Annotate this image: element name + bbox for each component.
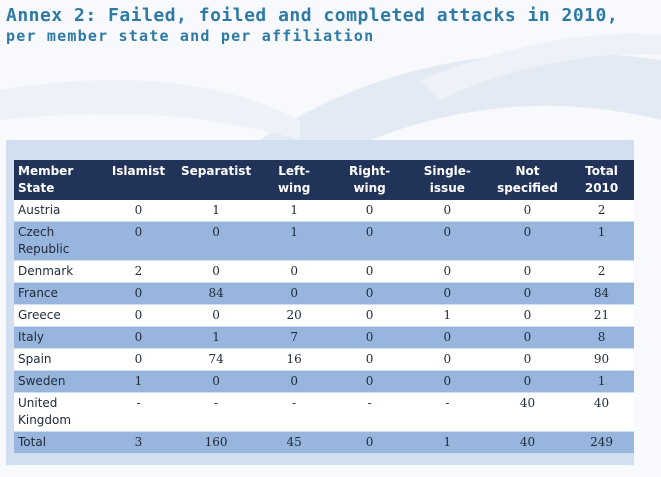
cell-separatist: 84 [174, 283, 258, 305]
cell-right-wing: - [330, 393, 409, 432]
cell-left-wing: - [258, 393, 330, 432]
cell-left-wing: 7 [258, 327, 330, 349]
cell-islamist: 0 [103, 200, 174, 222]
row-state: Italy [14, 327, 103, 349]
cell-not-specified: 0 [486, 305, 569, 327]
cell-islamist: 0 [103, 305, 174, 327]
table-row [14, 305, 634, 327]
total-total-2010: 249 [569, 432, 634, 454]
header-separatist: Separatist [174, 160, 258, 200]
header-member-state: Member State [14, 160, 103, 200]
cell-single-issue: 0 [409, 371, 486, 393]
total-separatist: 160 [174, 432, 258, 454]
cell-separatist: 0 [174, 371, 258, 393]
cell-separatist: 74 [174, 349, 258, 371]
cell-islamist: 1 [103, 371, 174, 393]
cell-islamist: 2 [103, 261, 174, 283]
row-state: Greece [14, 305, 103, 327]
cell-single-issue: 1 [409, 305, 486, 327]
cell-separatist: 0 [174, 305, 258, 327]
title-line-2: per member state and per affiliation [6, 27, 375, 45]
header-single-issue: Single- issue [409, 160, 486, 200]
row-state: Sweden [14, 371, 103, 393]
table-row [14, 393, 634, 432]
cell-islamist: 0 [103, 222, 174, 261]
cell-total: 1 [569, 222, 634, 261]
cell-total: 84 [569, 283, 634, 305]
cell-separatist: 1 [174, 200, 258, 222]
cell-total: 40 [569, 393, 634, 432]
table-row [14, 371, 634, 393]
header-right-wing: Right- wing [330, 160, 409, 200]
total-left-wing: 45 [258, 432, 330, 454]
cell-single-issue: 0 [409, 222, 486, 261]
header-islamist: Islamist [103, 160, 174, 200]
total-single-issue: 1 [409, 432, 486, 454]
cell-single-issue: 0 [409, 327, 486, 349]
cell-not-specified: 0 [486, 327, 569, 349]
cell-left-wing: 16 [258, 349, 330, 371]
cell-single-issue: - [409, 393, 486, 432]
cell-not-specified: 0 [486, 222, 569, 261]
row-state: United Kingdom [14, 393, 103, 432]
header-total-2010: Total 2010 [569, 160, 634, 200]
cell-left-wing: 1 [258, 222, 330, 261]
cell-separatist: 0 [174, 261, 258, 283]
total-label: Total [14, 432, 103, 454]
row-state: Czech Republic [14, 222, 103, 261]
cell-left-wing: 1 [258, 200, 330, 222]
cell-total: 2 [569, 261, 634, 283]
cell-total: 2 [569, 200, 634, 222]
cell-left-wing: 0 [258, 261, 330, 283]
cell-not-specified: 0 [486, 200, 569, 222]
cell-left-wing: 0 [258, 283, 330, 305]
page-title [6, 6, 656, 46]
cell-single-issue: 0 [409, 200, 486, 222]
cell-not-specified: 40 [486, 393, 569, 432]
cell-left-wing: 0 [258, 371, 330, 393]
table-header-row [14, 160, 634, 200]
table-row [14, 261, 634, 283]
table-total-row [14, 432, 634, 454]
table-row [14, 222, 634, 261]
table-row [14, 327, 634, 349]
cell-total: 8 [569, 327, 634, 349]
attacks-table [14, 160, 634, 454]
cell-right-wing: 0 [330, 200, 409, 222]
row-state: France [14, 283, 103, 305]
cell-islamist: - [103, 393, 174, 432]
cell-islamist: 0 [103, 327, 174, 349]
cell-separatist: - [174, 393, 258, 432]
title-line-1: Annex 2: Failed, foiled and completed attacks in 2010, [6, 5, 619, 26]
cell-total: 90 [569, 349, 634, 371]
cell-single-issue: 0 [409, 283, 486, 305]
cell-total: 1 [569, 371, 634, 393]
cell-right-wing: 0 [330, 222, 409, 261]
total-not-specified: 40 [486, 432, 569, 454]
cell-separatist: 0 [174, 222, 258, 261]
cell-single-issue: 0 [409, 349, 486, 371]
cell-not-specified: 0 [486, 283, 569, 305]
cell-right-wing: 0 [330, 261, 409, 283]
total-right-wing: 0 [330, 432, 409, 454]
cell-total: 21 [569, 305, 634, 327]
row-state: Austria [14, 200, 103, 222]
header-not-specified: Not specified [486, 160, 569, 200]
row-state: Denmark [14, 261, 103, 283]
total-islamist: 3 [103, 432, 174, 454]
cell-right-wing: 0 [330, 327, 409, 349]
row-state: Spain [14, 349, 103, 371]
cell-single-issue: 0 [409, 261, 486, 283]
cell-right-wing: 0 [330, 349, 409, 371]
cell-islamist: 0 [103, 283, 174, 305]
cell-not-specified: 0 [486, 349, 569, 371]
cell-right-wing: 0 [330, 283, 409, 305]
cell-separatist: 1 [174, 327, 258, 349]
cell-islamist: 0 [103, 349, 174, 371]
cell-not-specified: 0 [486, 261, 569, 283]
table-row [14, 283, 634, 305]
header-left-wing: Left- wing [258, 160, 330, 200]
cell-right-wing: 0 [330, 371, 409, 393]
table-row [14, 200, 634, 222]
cell-not-specified: 0 [486, 371, 569, 393]
table-row [14, 349, 634, 371]
cell-right-wing: 0 [330, 305, 409, 327]
cell-left-wing: 20 [258, 305, 330, 327]
